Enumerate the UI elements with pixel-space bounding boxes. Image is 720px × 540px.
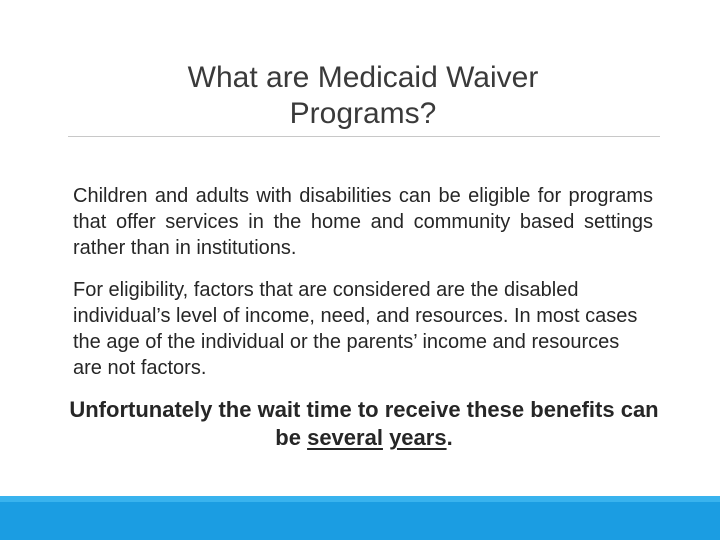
- title-line-2: Programs?: [289, 97, 437, 130]
- footer-stripe: [0, 496, 720, 502]
- paragraph-factors: For eligibility, factors that are considered are the disabled individual’s level of income, need, and resources. In most cases the age of the individual or the parents’ income and resources are not factors.: [73, 279, 638, 379]
- title-divider: [68, 136, 660, 137]
- paragraph-eligibility: Children and adults with disabilities can be eligible for programs that offer services in the home and community based settings rather than in institutions.: [73, 185, 653, 259]
- emphasis-period: .: [446, 425, 453, 450]
- title-line-1: What are Medicaid Waiver: [187, 61, 539, 94]
- emphasis-underline-several: several: [307, 425, 383, 450]
- slide-title: [68, 60, 658, 132]
- emphasis-underline-years: years: [389, 425, 447, 450]
- footer-bar: [0, 496, 720, 540]
- emphasis-text: Unfortunately the wait time to receive these benefits can be: [69, 397, 659, 450]
- emphasis-statement: [66, 396, 662, 452]
